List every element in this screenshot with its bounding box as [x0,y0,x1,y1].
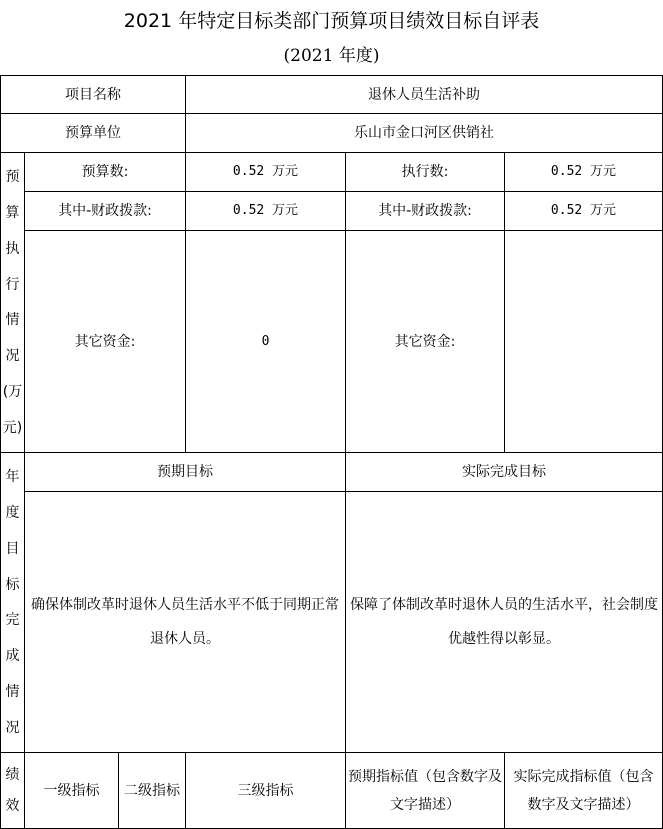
expected-indicator-value-header: 预期指标值（包含数字及文字描述） [345,752,505,829]
execution-amount-label: 执行数: [345,152,505,192]
side-label-char: 算 [5,204,20,221]
fiscal-execution-value: 0.52 万元 [504,191,663,231]
side-label-char: 绩 [5,766,20,783]
side-label-char: 成 [5,648,20,665]
level2-indicator-header: 二级指标 [118,752,186,829]
other-execution-value [504,230,663,453]
budget-amount-label: 预算数: [24,152,186,192]
side-label-char: 况 [5,720,20,737]
side-label-char: 标 [5,576,20,593]
side-label-char: 年 [5,468,20,485]
side-label-char: 执 [5,240,20,257]
side-label-char: (万 [2,384,23,401]
expected-goal-text: 确保体制改革时退休人员生活水平不低于同期正常退休人员。 [24,491,346,753]
other-execution-label: 其它资金: [345,230,505,453]
page-title: 2021 年特定目标类部门预算项目绩效目标自评表 [123,10,540,32]
actual-goal-text: 保障了体制改革时退休人员的生活水平，社会制度优越性得以彰显。 [345,491,663,753]
project-name-label: 项目名称 [0,75,186,114]
side-label-char: 情 [5,684,20,701]
side-label-char: 预 [5,168,20,185]
side-label-char: 况 [5,348,20,365]
other-funds-value: 0 [185,230,346,453]
annual-goals-side-label [0,452,25,753]
actual-goal-header: 实际完成目标 [345,452,663,492]
fiscal-allocation-label: 其中-财政拨款: [24,191,186,231]
level3-indicator-header: 三级指标 [185,752,346,829]
expected-goal-header: 预期目标 [24,452,346,492]
budget-unit-label: 预算单位 [0,113,186,153]
fiscal-execution-label: 其中-财政拨款: [345,191,505,231]
side-label-char: 目 [5,540,20,557]
execution-amount-value: 0.52 万元 [504,152,663,192]
side-label-char: 元) [2,420,23,437]
side-label-char: 效 [5,798,20,815]
other-funds-label: 其它资金: [24,230,186,453]
budget-unit-value: 乐山市金口河区供销社 [185,113,663,153]
project-name-value: 退休人员生活补助 [185,75,663,114]
side-label-char: 情 [5,312,20,329]
budget-amount-value: 0.52 万元 [185,152,346,192]
actual-indicator-value-header: 实际完成指标值（包含数字及文字描述） [504,752,663,829]
side-label-char: 度 [5,504,20,521]
side-label-char: 行 [5,276,20,293]
page-subtitle: (2021 年度) [283,46,380,66]
performance-side-label [0,752,25,829]
level1-indicator-header: 一级指标 [24,752,119,829]
fiscal-allocation-value: 0.52 万元 [185,191,346,231]
budget-execution-side-label [0,152,25,453]
side-label-char: 完 [5,612,20,629]
